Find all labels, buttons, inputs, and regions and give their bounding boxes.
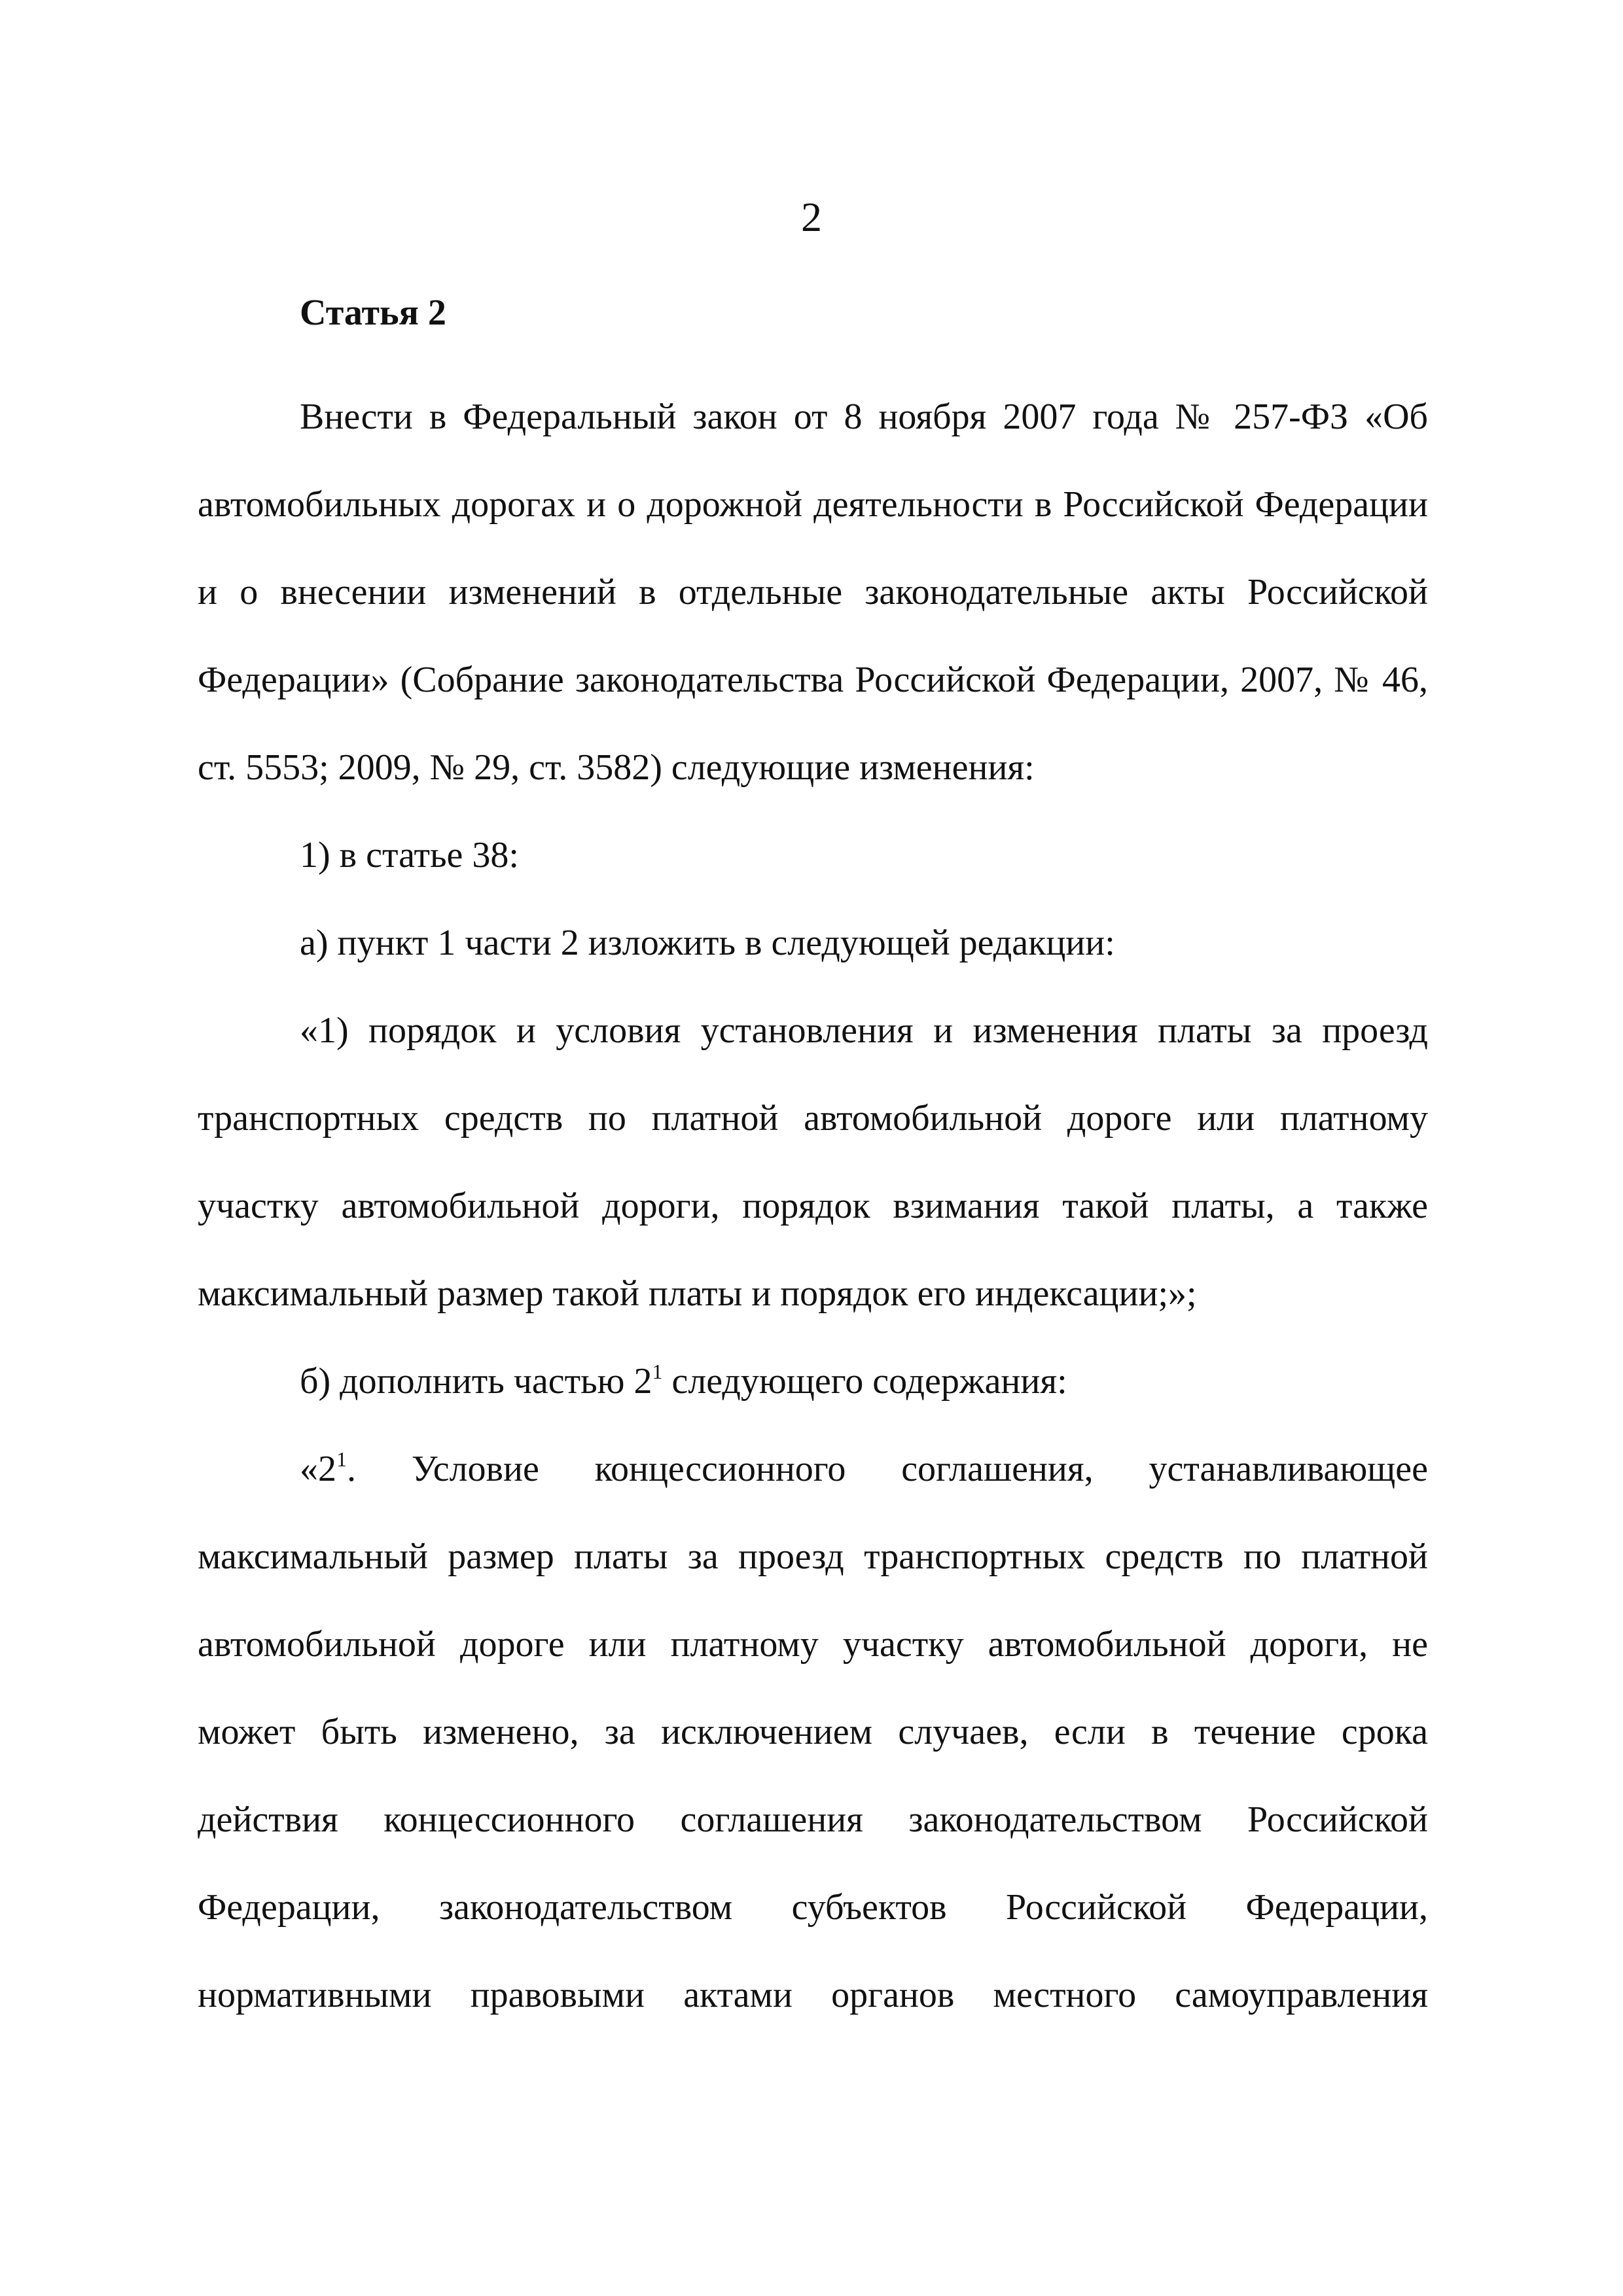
superscript-1: 1 xyxy=(652,1360,663,1383)
paragraph-part-2-1-lead: «2 xyxy=(300,1449,336,1489)
paragraph-part-2-1-text: . Условие концессионного соглашения, устанавливающее максимальный размер платы за проезд транспортных средств по платной автомобильной дороге или платному участку автомобильной дороги, не может быть изменено, за исключением случаев, если в течение срока действия концессионного соглашения законодательством Российской Федерации, законодательством субъектов Российской Федерации, нормативными правовыми актами органов местного самоуправления xyxy=(198,1449,1428,2015)
paragraph-quoted-clause-1: «1) порядок и условия установления и изменения платы за проезд транспортных средств по платной автомобильной дороге или платному участку автомобильной дороги, порядок взимания такой платы, а также максимальный размер такой платы и порядок его индексации;»; xyxy=(198,1010,1428,1314)
paragraph-item-a: а) пункт 1 части 2 изложить в следующей редакции: xyxy=(300,923,1115,963)
paragraph-item-b-text-end: следующего содержания: xyxy=(662,1361,1067,1402)
paragraph-item-b xyxy=(198,1337,1428,1425)
document-body xyxy=(198,373,1428,2039)
page-number: 2 xyxy=(801,194,822,240)
paragraph-article-38: 1) в статье 38: xyxy=(300,835,519,875)
paragraph-amendment-intro: Внести в Федеральный закон от 8 ноября 2007 года № 257-ФЗ «Об автомобильных дорогах и о дорожной деятельности в Российской Федерации и о внесении изменений в отдельные законодательные акты Российской Федерации» (Собрание законодательства Российской Федерации, 2007, № 46, ст. 5553; 2009, № 29, ст. 3582) следующие изменения: xyxy=(198,397,1428,788)
paragraph-part-2-1 xyxy=(198,1425,1428,2039)
superscript-1: 1 xyxy=(336,1447,347,1471)
article-heading: Статья 2 xyxy=(300,292,446,333)
paragraph-item-b-text: б) дополнить частью 2 xyxy=(300,1361,652,1402)
